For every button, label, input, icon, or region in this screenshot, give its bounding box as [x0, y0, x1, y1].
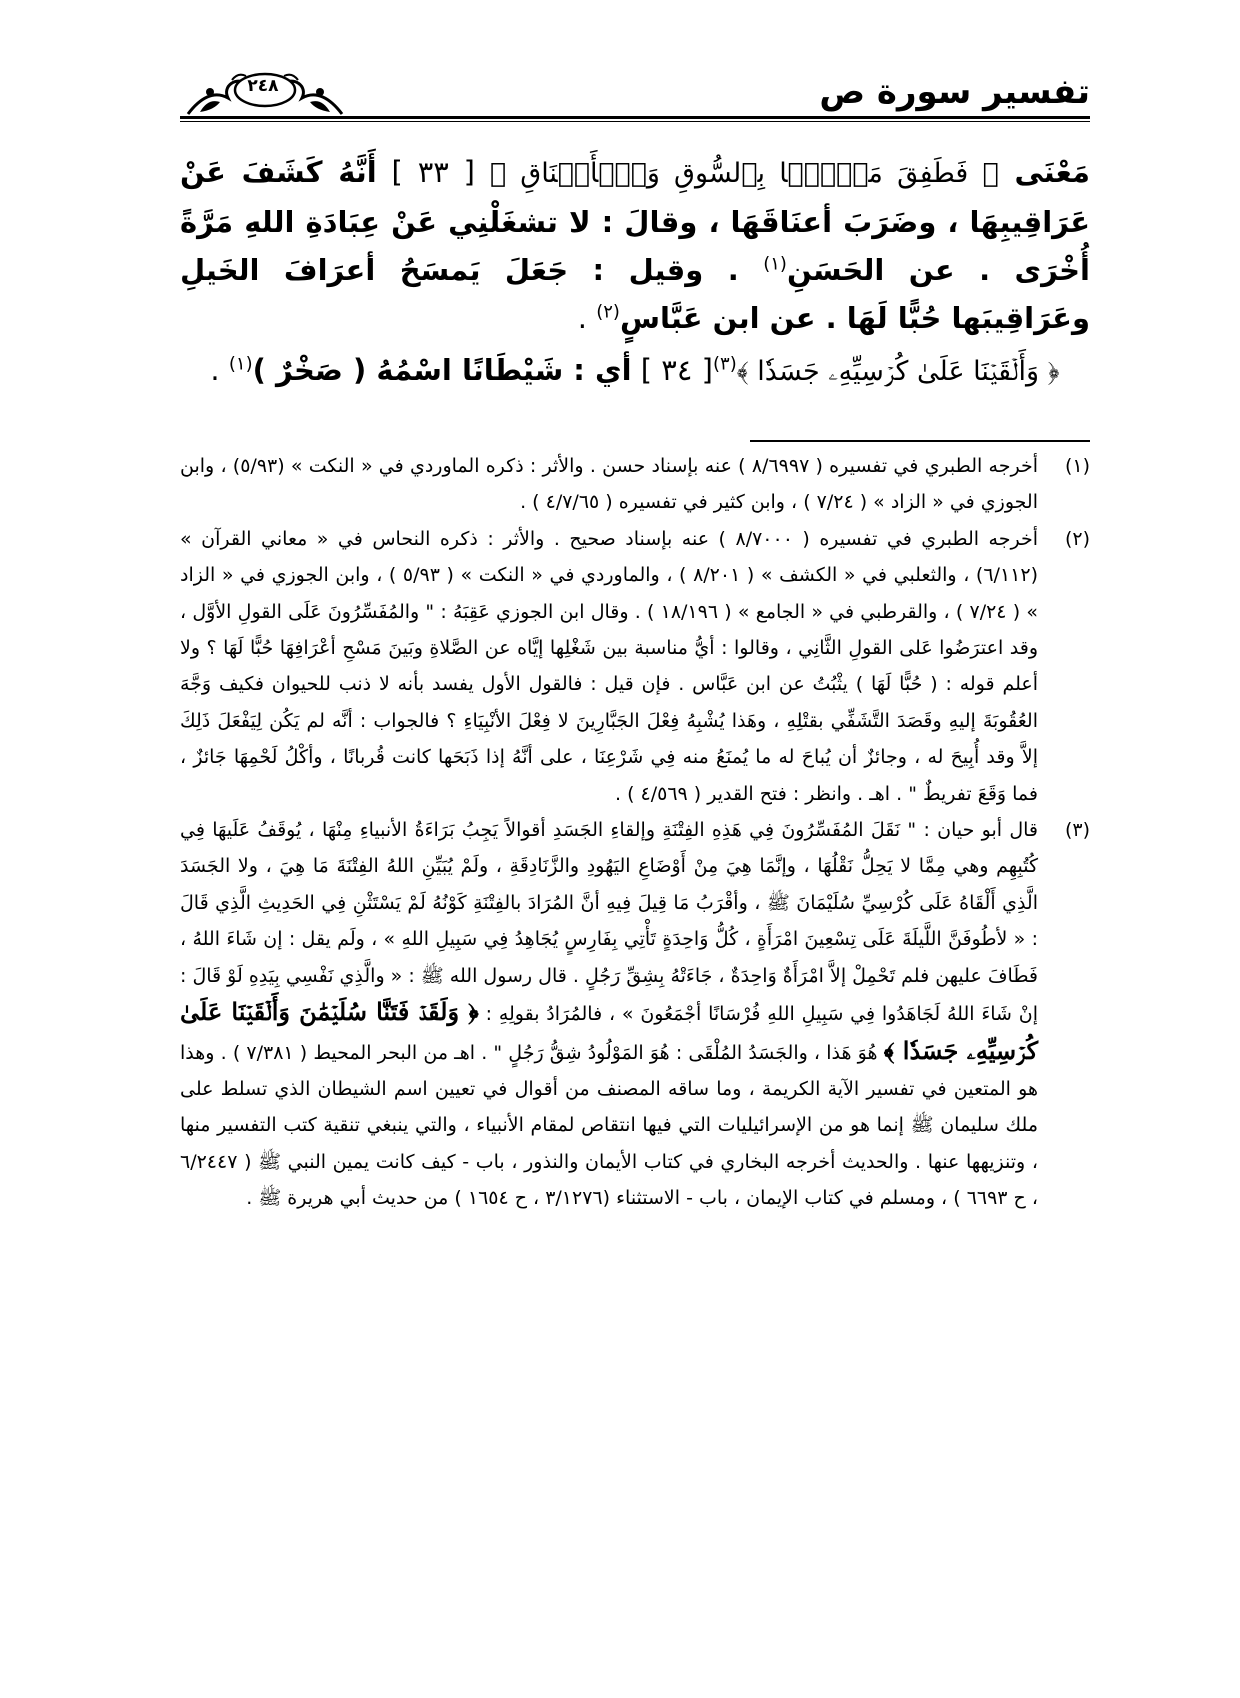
verse-ref-34: [ ٣٤ ] [631, 353, 713, 387]
footnote-text: أخرجه الطبري في تفسيره ( ٨/٧٠٠٠ ) عنه بإسناد صحيح . والأثر : ذكره النحاس في « معاني القرآن » (٦/١١٢) ، والثعلبي في « الكشف » ( ٨/٢٠١ ) ، والماوردي في « النكت » ( ٥/٩٣ ) ، وابن الجوزي في « الزاد » ( ٧/٢٤ ) ، والقرطبي في « الجامع » ( ١٨/١٩٦ ) . وقال ابن الجوزي عَقِبَهُ : " والمُفَسِّرُونَ عَلَى القولِ الأوَّل ، وقد اعترَضُوا عَلى القولِ الثَّانِي ، وقالوا : أيُّ مناسبة بين شَغْلِها إيَّاه عن الصَّلاةِ وبَينَ مَسْحِ أعْرَافِهَا حُبًّا لَهَا ؟ ولا أعلم قوله : ( حُبًّا لَهَا ) يثْبُتُ عن ابن عَبَّاس . فإن قيل : فالقول الأول يفسد بأنه لا ذنب للحيوان فكيف وَجَّهَ العُقُوبَةَ إليهِ وقَصَدَ التَّشَفِّي بقتْلِهِ ، وهَذا يُشْبِهُ فِعْلَ الجَبَّارِينَ لا فِعْلَ الأنْبِيَاءِ ؟ فالجواب : أنَّه لم يَكُن لِيَفْعَلَ ذَلِكَ إلاَّ وقد أُبِيحَ له ، وجائزٌ أن يُباحَ له ما يُمنَعُ منه فِي شَرْعِنَا ، على أنَّهُ إذا ذَبَحَها كانت قُربانًا ، وأكْلُ لَحْمِهَا جَائزٌ ، فما وَقَعَ تفريطٌ " . اهـ . وانظر : فتح القدير ( ٤/٥٦٩ ) . [180, 527, 1038, 805]
lead-word: مَعْنَى [998, 155, 1090, 189]
footnote-marker-p2-1[interactable]: (١) [228, 353, 253, 375]
verse-ref-33: [ ٣٣ ] [376, 155, 490, 189]
footnote-1 [180, 448, 1090, 521]
header-rule-thin [180, 121, 1090, 122]
footnote-marker-3[interactable]: (٣) [713, 353, 737, 375]
paragraph-1-body-2: . وقيل : جَعَلَ يَمسَحُ أعرَافَ الخَيلِ وعَرَاقِيبَها حُبًّا لَهَا . عن ابن عَبَّاسٍ [180, 253, 1090, 335]
footnote-marker-2[interactable]: (٢) [596, 301, 620, 323]
page-number: ٢٤٨ [247, 76, 279, 96]
footnote-2 [180, 521, 1090, 812]
page-header [180, 62, 1090, 122]
paragraph-1 [180, 148, 1090, 342]
paragraph-2 [180, 346, 1090, 396]
quran-verse-33: ﴿ فَطَفِقَ مَسۡحَۢا بِٱلسُّوقِ وَٱلۡأَعۡنَاقِ ﴾ [489, 158, 999, 189]
running-title: تفسير سورة ص [819, 72, 1090, 112]
footnote-text: أخرجه الطبري في تفسيره ( ٨/٦٩٩٧ ) عنه بإسناد حسن . والأثر : ذكره الماوردي في « النكت » (٥/٩٣) ، وابن الجوزي في « الزاد » ( ٧/٢٤ ) ، وابن كثير في تفسيره ( ٤/٧/٦٥ ) . [180, 455, 1038, 514]
paragraph-1-body: أَنَّهُ كَشَفَ عَنْ عَرَاقِيبِهَا ، وضَرَبَ أعنَاقَهَا ، وقالَ : لا تشغَلْنِي عَنْ عِبَادَةِ اللهِ مَرَّةً أُخْرَى . عن الحَسَنِ [180, 155, 1090, 287]
footnote-separator [750, 440, 1090, 442]
quran-verse-34: ﴿ وَأَلۡقَيۡنَا عَلَىٰ كُرۡسِيِّهِۦ جَسَدٗا ﴾ [736, 356, 1060, 387]
footnote-number: (٣) [1064, 819, 1090, 842]
footnote-marker-1[interactable]: (١) [763, 253, 787, 275]
footnote-text-cont: هُوَ هَذا ، والجَسَدُ المُلْقَى : هُوَ المَوْلُودُ شِقُّ رَجُلٍ " . اهـ من البحر المحيط ( ٧/٣٨١ ) . وهذا هو المتعين في تفسير الآية الكريمة ، وما ساقه المصنف من أقوال في تعيين اسم الشيطان الذي تسلط على ملك سليمان ﷺ إنما هو من الإسرائيليات التي فيها انتقاص لمقام الأنبياء ، والتي ينبغي تنقية كتب التفسير منها ، وتنزيهها عنها . والحديث أخرجه البخاري في كتاب الأيمان والنذور ، باب - كيف كانت يمين النبي ﷺ ( ٦/٢٤٤٧ ، ح ٦٦٩٣ ) ، ومسلم في كتاب الإيمان ، باب - الاستثناء (٣/١٢٧٦ ، ح ١٦٥٤ ) من حديث أبي هريرة ﷺ . [180, 1041, 1038, 1210]
header-rule [180, 116, 1090, 119]
quran-verse-quote: ﴿ وَلَقَدۡ فَتَنَّا سُلَيۡمَٰنَ وَأَلۡقَيۡنَا عَلَىٰ كُرۡسِيِّهِۦ جَسَدٗا ﴾ [180, 997, 1039, 1065]
footnote-text: قال أبو حيان : " نَقَلَ المُفَسِّرُونَ فِي هَذِهِ الفِتْنَةِ وإلقاءِ الجَسَدِ أقوالاً يَجِبُ بَرَاءَةُ الأنبياءِ مِنْهَا ، يُوقَفُ عَلَيهَا فِي كُتُبِهِم وهي مِمَّا لا يَحِلُّ نَقْلُهَا ، وإنَّمَا هِيَ مِنْ أَوْضَاعِ اليَهُودِ والزَّنَادِقَةِ ، ولَمْ يُبَيِّنِ اللهُ الفِتْنَةَ مَا هِيَ ، ولا الجَسَدَ الَّذِي أَلْقَاهُ عَلَى كُرْسِيِّ سُلَيْمَانَ ﷺ ، وأقْرَبُ مَا قِيلَ فِيهِ أنَّ المُرَادَ بالفِتْنَةِ كَوْنُهُ لَمْ يَسْتَثْنِ فِي الحَدِيثِ الَّذِي قَالَ : « لأطُوفَنَّ اللَّيلَةَ عَلَى تِسْعِينَ امْرَأَةٍ ، كُلُّ وَاحِدَةٍ تَأْتِي بِفَارِسٍ يُجَاهِدُ فِي سَبِيلِ اللهِ » ، ولَم يقل : إن شَاءَ اللهُ ، فَطَافَ عليهن فلم تَحْمِلْ إلاَّ امْرَأَةٌ وَاحِدَةٌ ، جَاءَتْهُ بِشِقِّ رَجُلٍ . قال رسول الله ﷺ : « والَّذِي نَفْسِي بِيَدِهِ لَوْ قَالَ : إنْ شَاءَ اللهُ لَجَاهَدُوا فِي سَبِيلِ اللهِ فُرْسَانًا أجْمَعُونَ » ، فالمُرَادُ بقولِهِ : [180, 819, 1039, 1026]
footnote-3 [180, 812, 1090, 1216]
paragraph-2-body: أي : شَيْطَانًا اسْمُهُ ( صَخْرٌ ) [252, 353, 632, 387]
footnote-number: (١) [1064, 455, 1090, 477]
footnote-number: (٢) [1064, 527, 1090, 550]
main-text [180, 148, 1090, 396]
footnotes [180, 448, 1090, 1217]
paragraph-1-end: . [577, 301, 597, 335]
paragraph-2-end: . [210, 353, 229, 387]
